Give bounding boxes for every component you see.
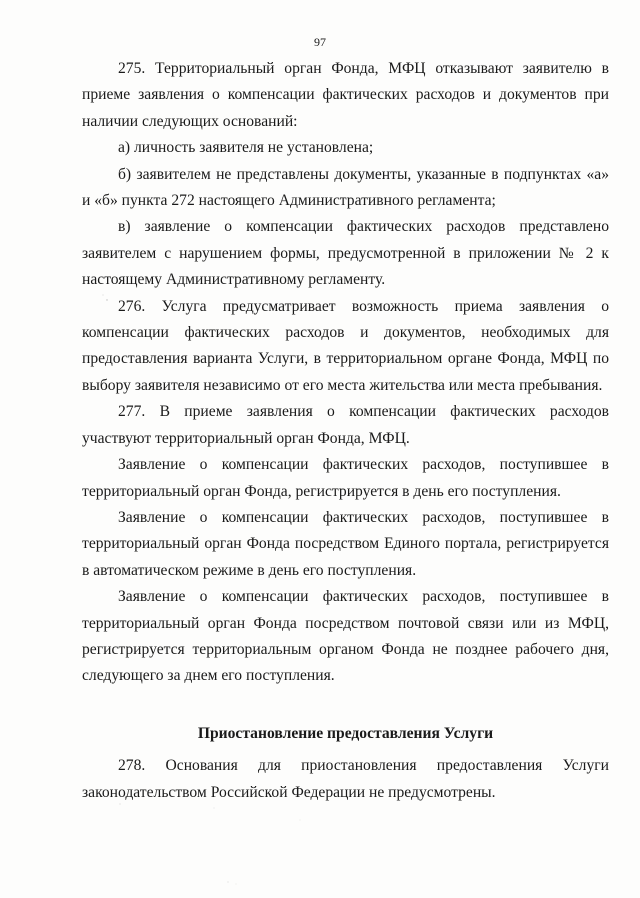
list-item-a: а) личность заявителя не установлена; [118,139,374,157]
paragraph-registration-day: Заявление о компенсации фактических расходов, поступившее в территориальный орган Фонда, регистрируется в день его поступления. [82,456,609,500]
paragraph-277: 277. В приеме заявления о компенсации фактических расходов участвуют территориальный орган Фонда, МФЦ. [82,403,609,447]
list-item-b: б) заявителем не представлены документы, указанные в подпунктах «а» и «б» пункта 272 настоящего Административного регламента; [82,165,609,210]
paragraph-275: 275. Территориальный орган Фонда, МФЦ отказывают заявителю в приеме заявления о компенсации фактических расходов и документов при наличии следующих оснований: [82,60,609,130]
list-item-v: в) заявление о компенсации фактических расходов представлено заявителем с нарушением формы, предусмотренной в приложении № 2 к настоящему Административному регламенту. [82,218,609,289]
paragraph-278: 278. Основания для приостановления предоставления Услуги законодательством Российской Федерации не предусмотрены. [82,757,609,801]
paragraph-registration-portal: Заявление о компенсации фактических расходов, поступившее в территориальный орган Фонда посредством Единого портала, регистрируется в автоматическом режиме в день его поступления. [82,508,609,579]
document-body [82,56,609,806]
paragraph-registration-post: Заявление о компенсации фактических расходов, поступившее в территориальный орган Фонда посредством почтовой связи или из МФЦ, регистрируется территориальным органом Фонда не позднее рабочего дня, следующего за днем его поступления. [82,588,609,685]
section-heading: Приостановление предоставления Услуги [197,724,494,742]
page-number: 97 [314,35,326,49]
paragraph-276: 276. Услуга предусматривает возможность приема заявления о компенсации фактических расходов и документов, необходимых для предоставления варианта Услуги, в территориальном органе Фонда, МФЦ по выбору заявителя независимо от его места жительства или места пребывания. [82,297,609,394]
